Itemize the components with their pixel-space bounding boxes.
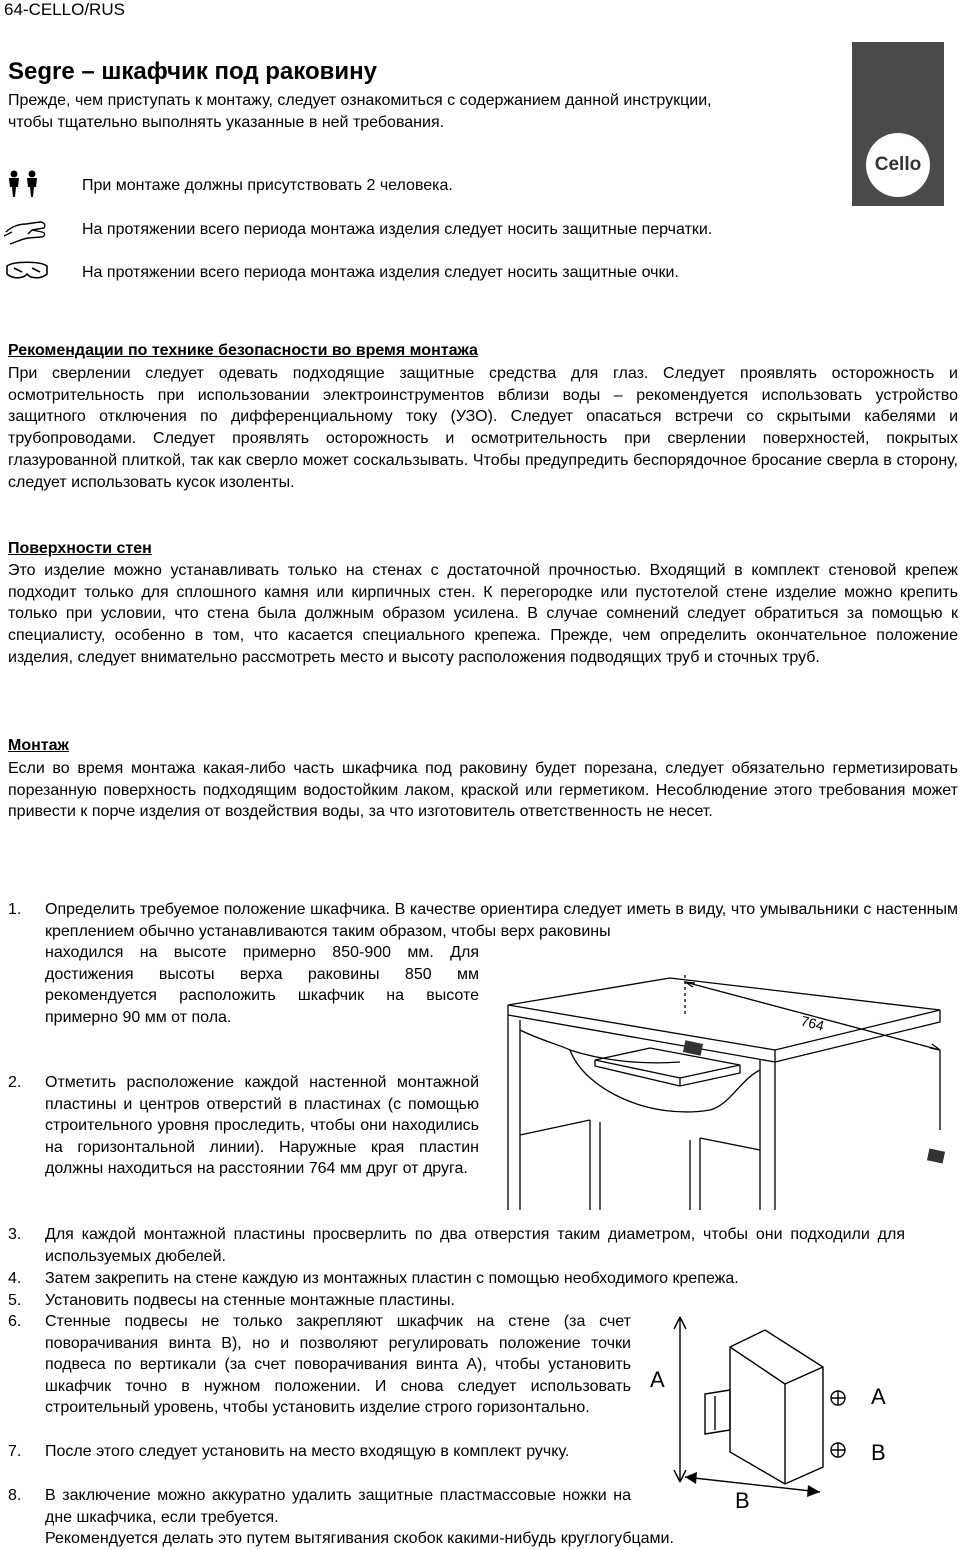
label-b-bottom: B [735, 1488, 750, 1512]
walls-heading: Поверхности стен [8, 540, 152, 557]
page-title: Segre – шкафчик под раковину [8, 58, 377, 85]
cabinet-diagram [500, 970, 960, 1210]
label-a-right: A [871, 1384, 886, 1409]
step-text: В заключение можно аккуратно удалить защитные пластмассовые ножки на дне шкафчика, если требуется. [45, 1487, 631, 1526]
gloves-icon [2, 212, 50, 248]
step-number: 4. [8, 1270, 22, 1287]
step-number: 3. [8, 1226, 22, 1243]
goggles-icon [4, 258, 50, 284]
installation-heading: Монтаж [8, 737, 69, 754]
step-number: 8. [8, 1487, 22, 1504]
step-1 [8, 899, 958, 943]
safety-heading: Рекомендации по технике безопасности во время монтажа [8, 342, 478, 359]
step-text: После этого следует установить на место входящую в комплект ручку. [45, 1443, 570, 1460]
step-text: Затем закрепить на стене каждую из монтажных пластин с помощью необходимого крепежа. [45, 1270, 739, 1287]
step-number: 6. [8, 1313, 22, 1330]
label-a-left: A [650, 1367, 665, 1392]
step-8-continued: Рекомендуется делать это путем вытягивания скобок какими-нибудь круглогубцами. [45, 1530, 674, 1547]
notice-goggles: На протяжении всего периода монтажа изделия следует носить защитные очки. [82, 264, 679, 281]
brand-logo [852, 42, 944, 206]
step-number: 5. [8, 1292, 22, 1309]
step-number: 2. [8, 1074, 22, 1091]
notice-gloves: На протяжении всего периода монтажа изделия следует носить защитные перчатки. [82, 221, 713, 238]
step-text: Стенные подвесы не только закрепляют шкафчик на стене (за счет поворачивания винта B), но и позволяют регулировать положение точки подвеса по вертикали (за счет поворачивания винта A), чтобы установить шкафчик точно в нужном положении. И снова следует использовать строительный уровень, чтобы установить изделие строго горизонтально. [45, 1313, 631, 1416]
step-text: Для каждой монтажной пластины просверлить по два отверстия таким диаметром, чтобы они подходили для используемых дюбелей. [45, 1226, 905, 1265]
walls-text: Это изделие можно устанавливать только на стенах с достаточной прочностью. Входящий в комплект стеновой крепеж подходит только для сплошного камня или кирпичных стен. К перегородке или пустотелой стене изделие можно крепить только при условии, что стена была должным образом усилена. В случае сомнений следует обратиться за помощью к специалисту, особенно в том, что касается специального крепежа. Прежде, чем определить окончательное положение изделия, следует внимательно рассмотреть место и высоту расположения подводящих труб и сточных труб. [8, 562, 958, 666]
step-1-continued: находился на высоте примерно 850-900 мм. Для достижения высоты верха раковины 850 мм рекомендуется расположить шкафчик на высоте примерно 90 мм от пола. [45, 944, 479, 1026]
safety-text: При сверлении следует одевать подходящие защитные средства для глаз. Следует проявлять осторожность и осмотрительность при использовании электроинструментов вблизи воды – рекомендуется использовать устройство защитного отключения по дифференциальному току (УЗО). Следует опасаться встречи со скрытыми кабелями и трубопроводами. Следует проявлять осторожность и осмотрительность при сверлении поверхностей, покрытых глазурованной плиткой, так как сверло может соскальзывать. Чтобы предупредить беспорядочное бросание сверла в сторону, следует использовать кусок изоленты. [8, 365, 958, 491]
intro-text: Прежде, чем приступать к монтажу, следует ознакомиться с содержанием данной инструкции, чтобы тщательно выполнять указанные в ней требования. [8, 92, 712, 131]
step-text: Установить подвесы на стенные монтажные пластины. [45, 1292, 455, 1309]
notice-persons: При монтаже должны присутствовать 2 человека. [82, 177, 453, 194]
step-number: 1. [8, 901, 22, 918]
step-number: 7. [8, 1443, 22, 1460]
step-text: Отметить расположение каждой настенной монтажной пластины и центров отверстий в пластинах (с помощью строительного уровня проследить, чтобы они находились на горизонтальной линии). Наружные края пластин должны находиться на расстоянии 764 мм друг от друга. [45, 1074, 479, 1177]
logo-text: Cello [866, 133, 930, 197]
hanger-diagram [645, 1312, 915, 1512]
two-persons-icon [6, 170, 42, 198]
installation-text: Если во время монтажа какая-либо часть шкафчика под раковину будет порезана, следует обязательно герметизировать порезанную поверхность подходящим водостойким лаком, краской или герметиком. Несоблюдение этого требования может привести к порче изделия от воздействия воды, за что изготовитель ответственность не несет. [8, 760, 958, 821]
step-text: Определить требуемое положение шкафчика. В качестве ориентира следует иметь в виду, что умывальники с настенным креплением обычно устанавливаются таким образом, чтобы верх раковины [45, 901, 958, 940]
dimension-label: 764 [799, 1012, 826, 1034]
document-code: 64-CELLO/RUS [4, 0, 125, 19]
label-b-right: B [871, 1440, 886, 1465]
